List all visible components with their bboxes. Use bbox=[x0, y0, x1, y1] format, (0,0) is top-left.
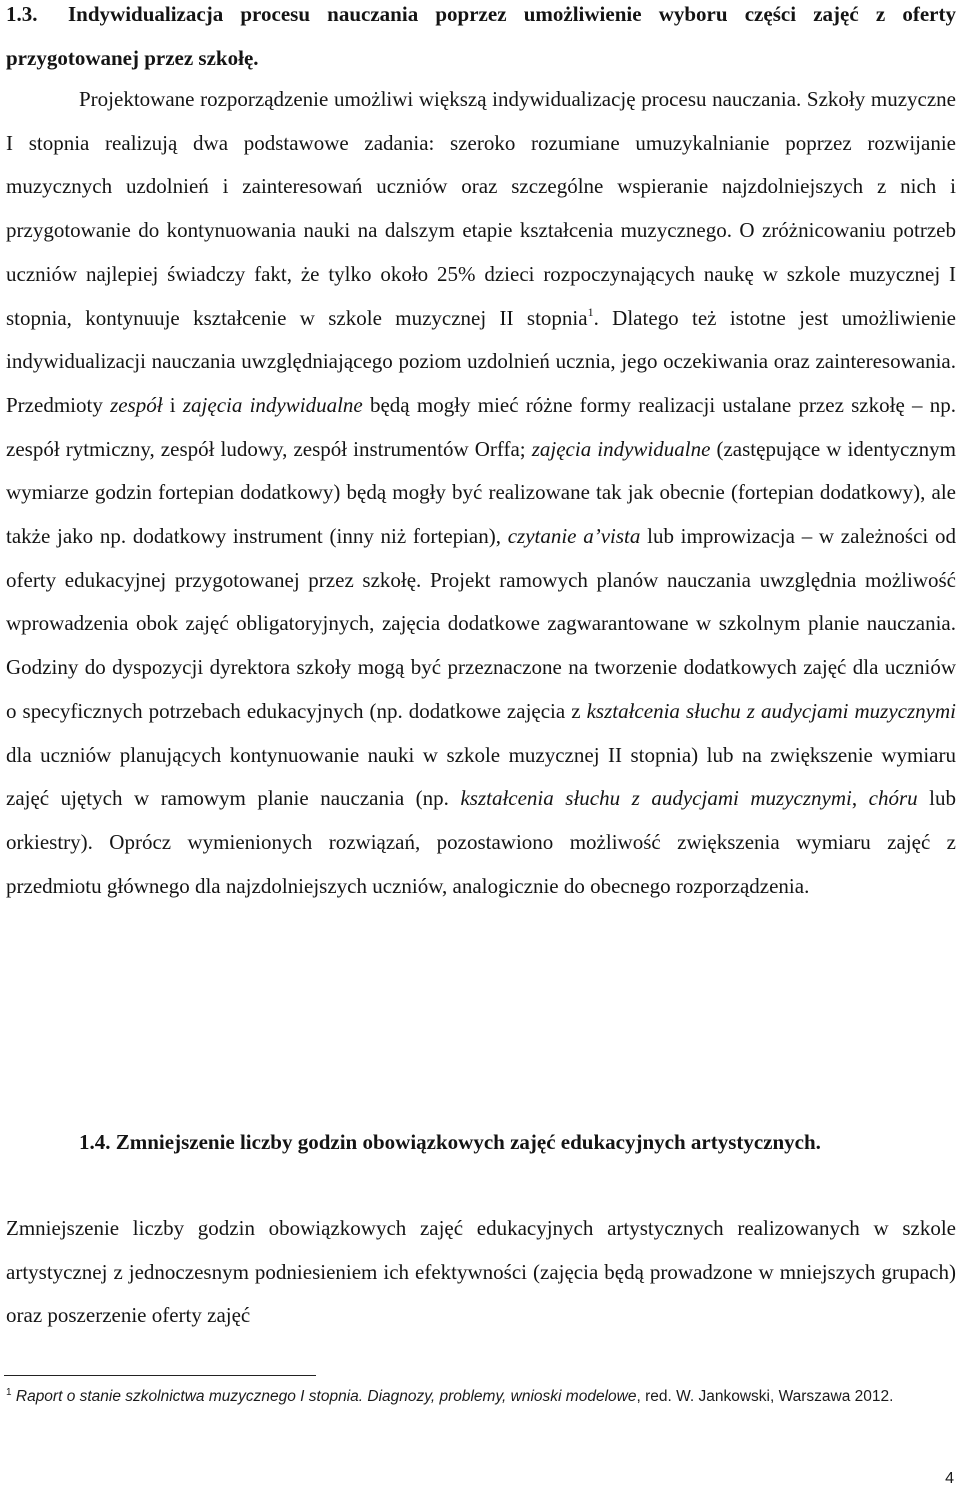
footnote bbox=[6, 1382, 956, 1412]
para-text: lub orkiestry). Oprócz wymienionych rozwiązań, pozostawiono możliwość zwiększenia wymiaru zajęć z przedmiotu głównego dla najzdolniejszych uczniów, analogicznie do obecnego rozporządzenia. bbox=[6, 786, 956, 898]
page-number: 4 bbox=[945, 1470, 954, 1487]
section-heading-1-4 bbox=[6, 1120, 956, 1164]
footnote-separator bbox=[4, 1375, 316, 1376]
footnote-title: Raport o stanie szkolnictwa muzycznego I stopnia. Diagnozy, problemy, wnioski modelowe bbox=[15, 1388, 637, 1405]
italic-text: zajęcia indywidualne bbox=[531, 436, 711, 461]
para-text: (zastępujące w identycznym wymiarze godzin fortepian dodatkowy) będą mogły być realizowane tak jak obecnie (fortepian dodatkowy), ale także jako np. dodatkowy instrument (inny niż fortepian), bbox=[6, 436, 956, 549]
body-paragraph bbox=[6, 78, 956, 908]
italic-text: kształcenia słuchu z audycjami muzycznymi bbox=[460, 786, 852, 811]
para-text: . Dlatego też istotne jest umożliwienie indywidualizacji nauczania uwzględniającego poziom uzdolnień ucznia, jego oczekiwania oraz zainteresowania. Przedmioty bbox=[6, 305, 956, 417]
para-text: będą mogły mieć różne formy realizacji ustalane przez szkołę – np. zespół rytmiczny, zespół ludowy, zespół instrumentów Orffa; bbox=[6, 392, 956, 461]
italic-text: czytanie a’vista bbox=[507, 524, 641, 549]
italic-text: chóru bbox=[868, 786, 918, 811]
footnote-reference[interactable]: 1 bbox=[587, 304, 594, 319]
section-heading-1-3 bbox=[6, 0, 956, 80]
para-text: , bbox=[851, 786, 869, 811]
body-paragraph: Zmniejszenie liczby godzin obowiązkowych zajęć edukacyjnych artystycznych realizowanych w szkole artystycznej z jednoczesnym podniesieniem ich efektywności (zajęcia będą prowadzone w mniejszych grupach) oraz poszerzenie oferty zajęć bbox=[6, 1216, 956, 1328]
italic-text: kształcenia słuchu z audycjami muzycznymi bbox=[586, 698, 956, 723]
footnote-marker: 1 bbox=[6, 1387, 12, 1398]
section-number: 1.3. bbox=[6, 2, 38, 26]
italic-text: zespół bbox=[110, 392, 163, 417]
section-title: Zmniejszenie liczby godzin obowiązkowych zajęć edukacyjnych artystycznych. bbox=[115, 1130, 821, 1154]
section-number: 1.4. bbox=[79, 1130, 111, 1154]
para-text: lub improwizacja – w zależności od oferty edukacyjnej przygotowanej przez szkołę. Projekt ramowych planów nauczania uwzględnia możliwość wprowadzenia obok zajęć obligatoryjnych, zajęcia dodatkowe zagwarantowane w szkolnym planie nauczania. Godziny do dyspozycji dyrektora szkoły mogą być przeznaczone na tworzenie dodatkowych zajęć dla uczniów o specyficznych potrzebach edukacyjnych (np. dodatkowe zajęcia z bbox=[6, 524, 956, 723]
para-text: dla uczniów planujących kontynuowanie nauki w szkole muzycznej II stopnia) lub na zwiększenie wymiaru zajęć ujętych w ramowym planie nauczania (np. bbox=[6, 742, 956, 811]
para-text: Projektowane rozporządzenie umożliwi większą indywidualizację procesu nauczania. Szkoły muzyczne I stopnia realizują dwa podstawowe zadania: szeroko rozumiane umuzykalnianie poprzez rozwijanie muzycznych uzdolnień i zainteresowań uczniów oraz szczególne wspieranie najzdolniejszych z nich i przygotowanie do kontynuowania nauki na dalszym etapie kształcenia muzycznego. O zróżnicowaniu potrzeb uczniów najlepiej świadczy fakt, że tylko około 25% dzieci rozpoczynających naukę w szkole muzycznej I stopnia, kontynuuje kształcenie w szkole muzycznej II stopnia bbox=[6, 87, 956, 330]
footnote-text: , red. W. Jankowski, Warszawa 2012. bbox=[636, 1388, 894, 1405]
italic-text: zajęcia indywidualne bbox=[182, 392, 363, 417]
para-text: i bbox=[162, 392, 183, 417]
section-title: Indywidualizacja procesu nauczania poprzez umożliwienie wyboru części zajęć z oferty przygotowanej przez szkołę. bbox=[6, 2, 956, 70]
